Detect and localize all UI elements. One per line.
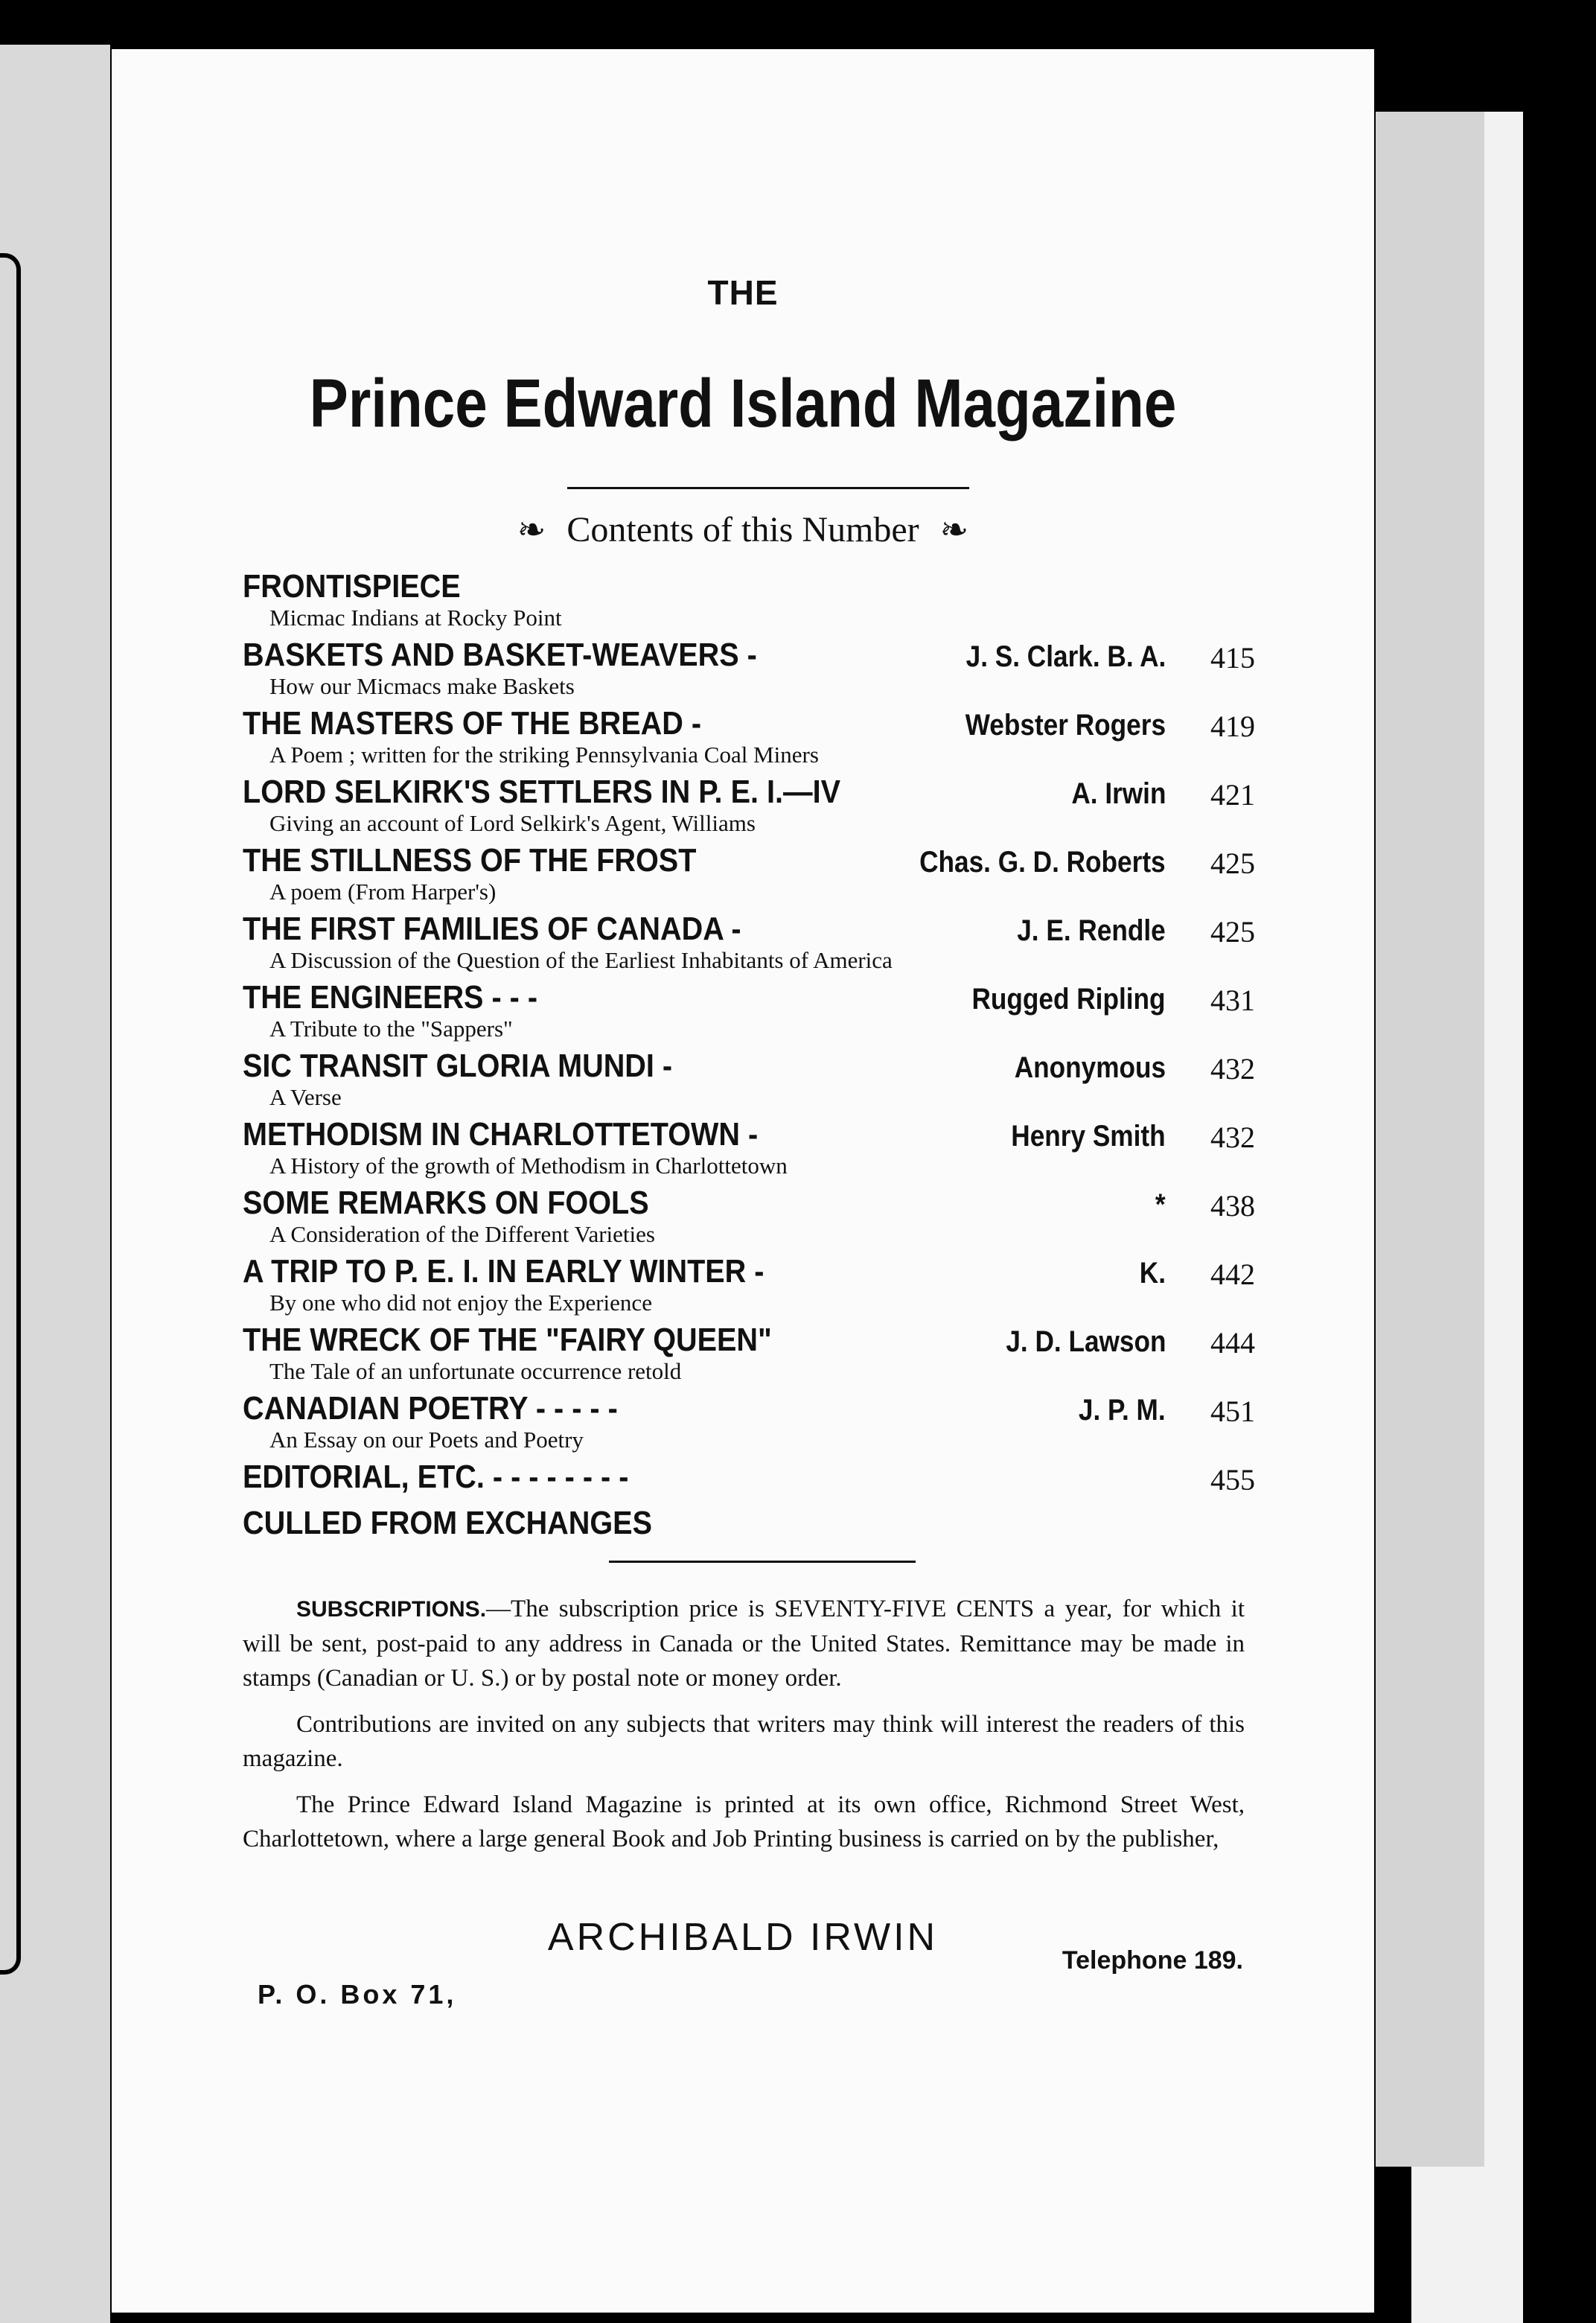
toc-entry-subtitle: A History of the growth of Methodism in Charlottetown <box>269 1153 788 1179</box>
toc-entry-subtitle: The Tale of an unfortunate occurrence retold <box>269 1358 682 1384</box>
toc-entry-title: BASKETS AND BASKET-WEAVERS - <box>243 637 757 673</box>
toc-entry-author: Chas. G. D. Roberts <box>919 846 1166 879</box>
toc-entry <box>243 1118 1255 1185</box>
toc-entry-title: THE WRECK OF THE "FAIRY QUEEN" <box>243 1322 772 1358</box>
toc-entry-title: THE FIRST FAMILIES OF CANADA - <box>243 911 741 947</box>
toc-entry-subtitle: Giving an account of Lord Selkirk's Agent, Williams <box>269 810 756 836</box>
fleuron-left-icon: ❧ <box>517 511 546 549</box>
toc-entry <box>243 570 1255 637</box>
contents-heading <box>112 509 1374 550</box>
toc-entry-page: 455 <box>1210 1463 1255 1497</box>
toc-entry-subtitle: A Verse <box>269 1084 342 1110</box>
toc-entry-subtitle: A Consideration of the Different Varieties <box>269 1221 655 1247</box>
toc-entry-title: EDITORIAL, ETC. - - - - - - - - <box>243 1459 629 1495</box>
toc-entry-title: SOME REMARKS ON FOOLS <box>243 1185 649 1221</box>
toc-entry <box>243 707 1255 774</box>
toc-entry-title: CULLED FROM EXCHANGES <box>243 1505 653 1541</box>
subscriptions-text: —The subscription price is SEVENTY-FIVE CENTS a year, for which it will be sent, post-paid to any address in Canada or the United States. Remittance may be made in stamps (Canadian or U. S.) or by postal note or money order. <box>243 1596 1245 1692</box>
right-page-edge <box>1376 112 1484 2167</box>
title-rule <box>567 487 969 489</box>
toc-entry-subtitle: By one who did not enjoy the Experience <box>269 1290 652 1316</box>
toc-entry-title: A TRIP TO P. E. I. IN EARLY WINTER - <box>243 1253 765 1290</box>
toc-entry-subtitle: A Tribute to the "Sappers" <box>269 1016 513 1042</box>
subscriptions-notice <box>243 1592 1245 1868</box>
magazine-title: Prince Edward Island Magazine <box>309 366 1177 442</box>
toc-entry-author: J. P. M. <box>1079 1394 1166 1427</box>
toc-entry-page: 444 <box>1210 1326 1255 1360</box>
fleuron-right-icon: ❧ <box>939 511 969 549</box>
toc-entry-author: J. E. Rendle <box>1017 914 1166 947</box>
toc-entry <box>243 913 1255 980</box>
toc-entry-subtitle: A Discussion of the Question of the Earliest Inhabitants of America <box>269 947 893 973</box>
toc-entry-author: J. D. Lawson <box>1005 1325 1166 1358</box>
toc-entry-subtitle: How our Micmacs make Baskets <box>269 673 575 699</box>
toc-entry-subtitle: A Poem ; written for the striking Pennsylvania Coal Miners <box>269 742 819 768</box>
toc-entry-author: Rugged Ripling <box>971 983 1166 1016</box>
toc-entry <box>243 776 1255 843</box>
toc-entry-page: 432 <box>1210 1052 1255 1086</box>
toc-entry-author: * <box>1155 1188 1166 1221</box>
toc-entry <box>243 981 1255 1048</box>
toc-entry <box>243 1392 1255 1459</box>
toc-entry-page: 425 <box>1210 915 1255 949</box>
toc-entry-page: 431 <box>1210 984 1255 1017</box>
toc-entry <box>243 844 1255 911</box>
po-box: P. O. Box 71, <box>258 1979 457 2010</box>
title-article: THE <box>707 273 779 312</box>
contents-heading-text: Contents of this Number <box>566 510 919 549</box>
toc-entry-page: 415 <box>1210 641 1255 675</box>
toc-entry-title: METHODISM IN CHARLOTTETOWN - <box>243 1116 759 1153</box>
toc-entry-title: SIC TRANSIT GLORIA MUNDI - <box>243 1048 673 1084</box>
toc-entry-page: 419 <box>1210 710 1255 743</box>
toc-entry-author: K. <box>1139 1257 1166 1290</box>
subscriptions-paragraph <box>243 1592 1245 1695</box>
toc-entry-author: Henry Smith <box>1011 1120 1166 1153</box>
contents-end-rule <box>609 1561 916 1563</box>
toc-entry-page: 432 <box>1210 1121 1255 1154</box>
magazine-page <box>112 49 1374 2313</box>
toc-entry-author: A. Irwin <box>1070 777 1166 810</box>
toc-entry <box>243 1187 1255 1254</box>
toc-entry-subtitle: A poem (From Harper's) <box>269 879 497 905</box>
toc-entry-page: 421 <box>1210 778 1255 812</box>
contributions-paragraph: Contributions are invited on any subjects that writers may think will interest the readers of this magazine. <box>243 1711 1245 1772</box>
toc-entry-author: Webster Rogers <box>965 709 1166 742</box>
toc-entry-author: J. S. Clark. B. A. <box>965 640 1166 673</box>
toc-entry-title: THE ENGINEERS - - - <box>243 979 538 1016</box>
toc-entry-page: 442 <box>1210 1258 1255 1291</box>
toc-entry-author: Anonymous <box>1014 1051 1166 1084</box>
publisher-name: ARCHIBALD IRWIN <box>547 1916 939 1959</box>
toc-entry-title: LORD SELKIRK'S SETTLERS IN P. E. I.—IV <box>243 774 841 810</box>
toc-entry <box>243 1324 1255 1391</box>
toc-entry-page: 451 <box>1210 1395 1255 1428</box>
toc-entry-subtitle: An Essay on our Poets and Poetry <box>269 1427 584 1453</box>
toc-entry-page: 425 <box>1210 847 1255 880</box>
toc-entry-title: THE STILLNESS OF THE FROST <box>243 842 697 879</box>
toc-entry-title: CANADIAN POETRY - - - - - <box>243 1390 618 1427</box>
toc-entry <box>243 1507 1255 1574</box>
toc-entry <box>243 639 1255 706</box>
left-margin-bracket <box>0 253 21 1975</box>
printing-paragraph: The Prince Edward Island Magazine is printed at its own office, Richmond Street West, Charlottetown, where a large general Book and Job Printing business is carried on by the publisher, <box>243 1791 1245 1852</box>
toc-entry <box>243 1050 1255 1117</box>
telephone-number: Telephone 189. <box>1062 1946 1243 1975</box>
toc-entry-page: 438 <box>1210 1189 1255 1223</box>
subscriptions-lead: SUBSCRIPTIONS. <box>296 1597 487 1622</box>
toc-entry <box>243 1255 1255 1322</box>
toc-entry-title: FRONTISPIECE <box>243 568 461 605</box>
toc-entry-subtitle: Micmac Indians at Rocky Point <box>269 605 562 631</box>
toc-entry-title: THE MASTERS OF THE BREAD - <box>243 705 702 742</box>
